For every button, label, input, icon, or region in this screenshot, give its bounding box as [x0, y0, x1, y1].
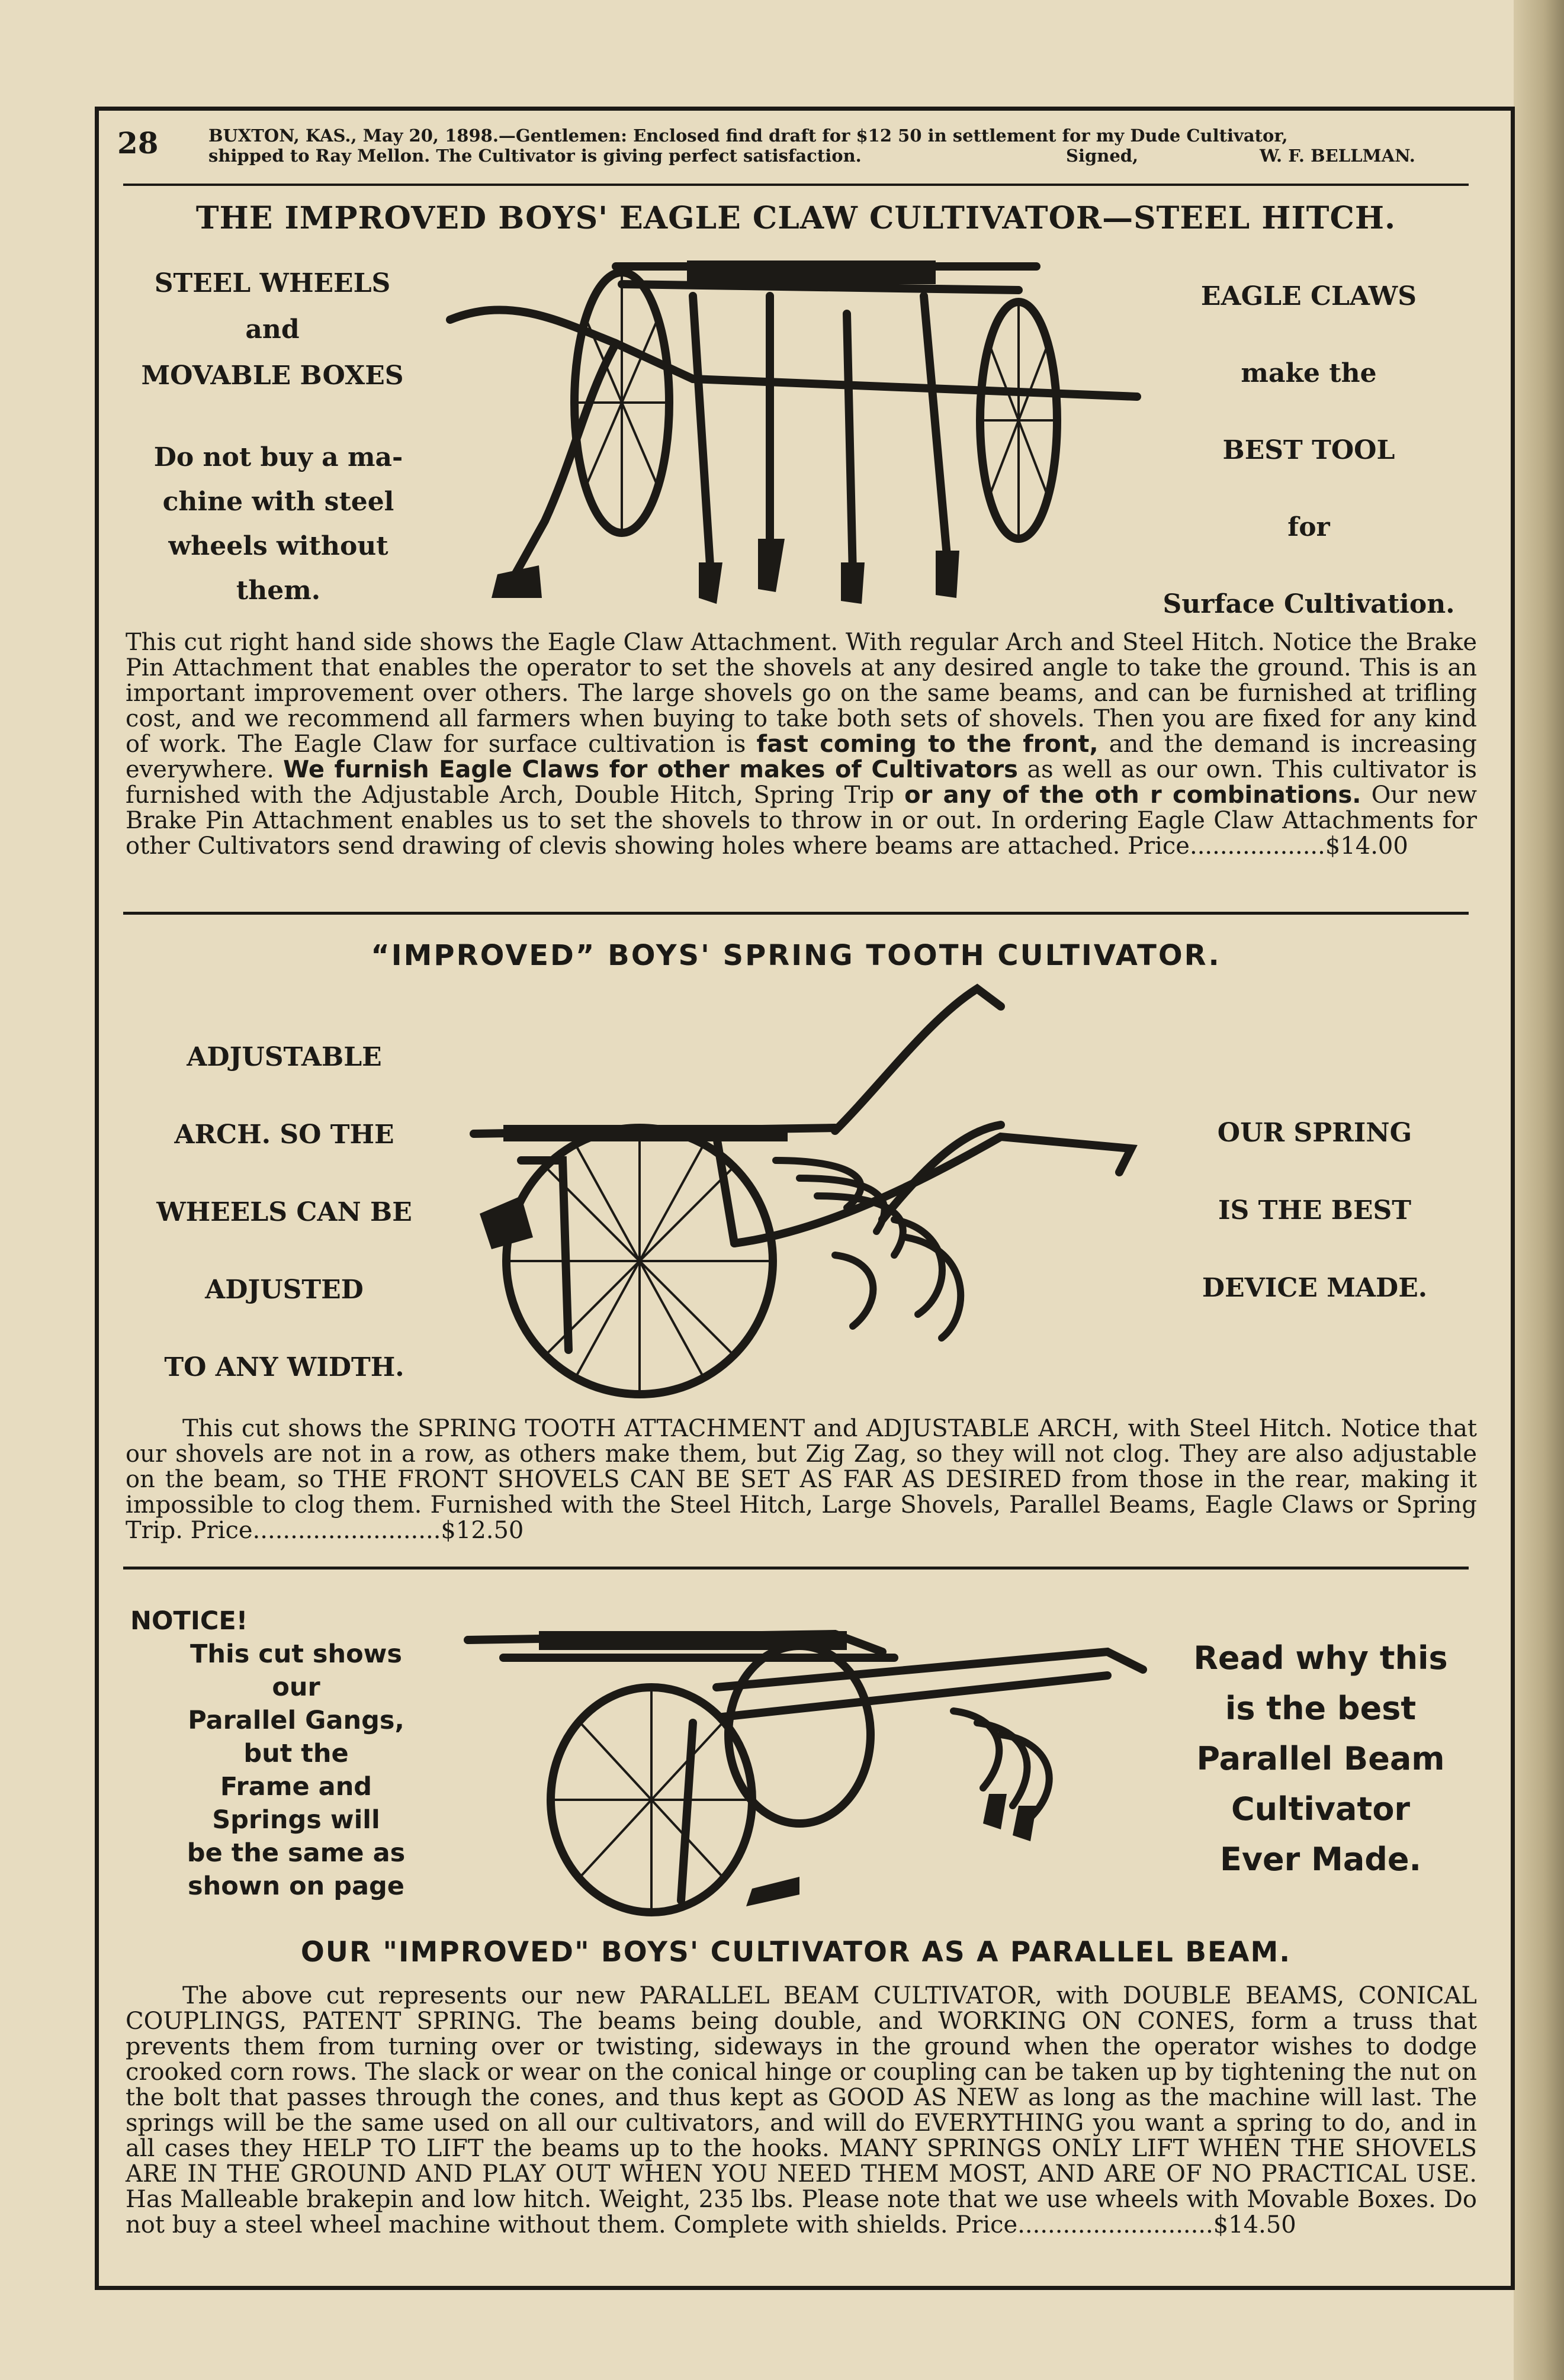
eagle-claw-cultivator-illustration	[438, 243, 1149, 610]
section-rule	[123, 912, 1469, 915]
right-note: for	[1287, 512, 1330, 542]
page-number: 28	[117, 126, 159, 160]
desc-text: This cut shows the SPRING TOOTH ATTACHMENT and ADJUSTABLE ARCH, with Steel Hitch. Notice that our shovels are not in a row, as others make them, but Zig Zag, so they will not clog. They are also adjustable on the beam, so THE FRONT SHOVELS CAN BE SET AS FAR AS DESIRED from those in the rear, making it impossible to clog them. Furnished with the Steel Hitch, Large Shovels, Parallel Beams, Eagle Claws or Spring Trip.	[126, 1415, 1477, 1544]
left-note: TO ANY WIDTH.	[164, 1352, 404, 1382]
left-note-and: and	[245, 314, 300, 345]
left-note: ADJUSTED	[205, 1275, 364, 1305]
spring-tooth-description	[126, 1416, 1477, 1543]
warning-line: them.	[236, 575, 321, 606]
parallel-beam-description	[126, 1983, 1477, 2238]
left-note: ARCH. SO THE	[174, 1120, 394, 1150]
desc-emphasis: fast coming to the front,	[756, 731, 1099, 758]
right-note: BEST TOOL	[1222, 435, 1395, 465]
eagle-claw-right-notes	[1143, 258, 1475, 643]
testimonial-line-1: BUXTON, KAS., May 20, 1898.—Gentlemen: Enclosed find draft for $12 50 in settlement for my Dude Cultivator,	[208, 126, 1288, 146]
desc-part: and the demand is increasing everywhere.	[126, 731, 1477, 783]
right-note: make the	[1241, 358, 1377, 388]
right-note: EAGLE CLAWS	[1200, 281, 1417, 311]
parallel-beam-title: OUR "IMPROVED" BOYS' CULTIVATOR AS A PARALLEL BEAM.	[300, 1936, 1292, 1969]
right-note: is the best	[1225, 1690, 1417, 1727]
page-edge-shadow	[1514, 0, 1564, 2380]
desc-part: as well as our own. This cultivator is furnished with the Adjustable Arch, Double Hitch, Spring Trip	[126, 756, 1478, 809]
spring-tooth-cultivator-illustration	[468, 983, 1155, 1409]
price-leader: ..................	[1189, 832, 1325, 860]
parallel-beam-price: $14.50	[1213, 2211, 1296, 2239]
notice-line: but the	[243, 1739, 349, 1768]
eagle-claw-left-notes	[118, 260, 426, 399]
notice-box	[130, 1604, 462, 1903]
parallel-beam-cultivator-illustration	[468, 1616, 1167, 1924]
price-label: Price	[1128, 832, 1190, 860]
desc-part: Our new Brake Pin Attachment enables us to set the shovels to throw in or out. In ordering Eagle Claw Attachments for other Cultivators send drawing of clevis showing holes where beams are attached.	[126, 781, 1478, 860]
notice-line: be the same as	[187, 1838, 406, 1868]
right-note: OUR SPRING	[1217, 1118, 1412, 1148]
notice-line: our	[272, 1673, 320, 1702]
spring-tooth-left-notes	[118, 1018, 450, 1406]
left-note: ADJUSTABLE	[187, 1042, 382, 1072]
eagle-claw-price: $14.00	[1325, 832, 1408, 860]
warning-line: chine with steel	[162, 487, 394, 517]
notice-title: NOTICE!	[130, 1606, 248, 1636]
left-note: WHEELS CAN BE	[156, 1197, 412, 1227]
right-note: Surface Cultivation.	[1162, 589, 1455, 619]
warning-line: Do not buy a ma-	[153, 442, 403, 472]
notice-line: Springs will	[212, 1805, 380, 1835]
parallel-beam-right-notes	[1155, 1633, 1486, 1884]
signed-name: W. F. BELLMAN.	[1260, 146, 1415, 166]
eagle-claw-title: THE IMPROVED BOYS' EAGLE CLAW CULTIVATOR—STEEL HITCH.	[195, 200, 1396, 236]
desc-emphasis: or any of the oth r combinations.	[904, 781, 1361, 809]
signed-label: Signed,	[1066, 146, 1139, 166]
spring-tooth-right-notes	[1161, 1094, 1469, 1327]
spring-tooth-title: “IMPROVED” BOYS' SPRING TOOTH CULTIVATOR.	[371, 939, 1221, 972]
desc-text: The above cut represents our new PARALLEL BEAM CULTIVATOR, with DOUBLE BEAMS, CONICAL COUPLINGS, PATENT SPRING. The beams being double, and WORKING ON CONES, form a truss that prevents them from turning over or twisting, sideways in the ground when the operator wishes to dodge crooked corn rows. The slack or wear on the conical hinge or coupling can be taken up by tightening the nut on the bolt that passes through the cones, and thus kept as GOOD AS NEW as long as the machine will last. The springs will be the same used on all our cultivators, and will do EVERYTHING you want a spring to do, and in all cases they HELP TO LIFT the beams up to the hooks. MANY SPRINGS ONLY LIFT WHEN THE SHOVELS ARE IN THE GROUND AND PLAY OUT WHEN YOU NEED THEM MOST, AND ARE OF NO PRACTICAL USE. Has Malleable brakepin and low hitch. Weight, 235 lbs. Please note that we use wheels with Movable Boxes. Do not buy a steel wheel machine without them. Complete with shields.	[126, 1982, 1477, 2239]
desc-emphasis: We furnish Eagle Claws for other makes of Cultivators	[283, 756, 1018, 783]
right-note: Parallel Beam	[1196, 1740, 1445, 1777]
notice-line: Frame and	[220, 1772, 372, 1802]
testimonial-text: shipped to Ray Mellon. The Cultivator is giving perfect satisfaction.	[208, 146, 862, 166]
left-note-steel-wheels: STEEL WHEELS	[154, 268, 391, 298]
testimonial-line-2	[208, 146, 1470, 166]
right-note: IS THE BEST	[1218, 1195, 1412, 1226]
price-leader: ..........................	[1017, 2211, 1213, 2239]
desc-part: This cut right hand side shows the Eagle Claw Attachment. With regular Arch and Steel Hitch. Notice the Brake Pin Attachment that enables the operator to set the shovels at any desired angle to take the ground. This is an important improvement over others. The large shovels go on the same beams, and can be furnished at trifling cost, and we recommend all farmers when buying to take both sets of shovels. Then you are fixed for any kind of work. The Eagle Claw for surface cultivation is	[126, 629, 1477, 758]
eagle-claw-left-warning	[118, 435, 438, 613]
section-rule	[123, 1567, 1469, 1569]
notice-line: This cut shows	[190, 1639, 402, 1669]
right-note: DEVICE MADE.	[1202, 1273, 1428, 1303]
right-note: Cultivator	[1231, 1790, 1411, 1828]
notice-line: shown on page	[188, 1871, 404, 1901]
right-note: Read why this	[1193, 1639, 1448, 1677]
notice-line: Parallel Gangs,	[188, 1706, 404, 1735]
right-note: Ever Made.	[1219, 1841, 1422, 1878]
eagle-claw-description	[126, 630, 1477, 859]
price-label: Price	[955, 2211, 1018, 2239]
spring-tooth-price: $12.50	[441, 1517, 524, 1544]
price-leader: .........................	[252, 1517, 441, 1544]
price-label: Price	[190, 1517, 253, 1544]
left-note-movable-boxes: MOVABLE BOXES	[141, 361, 404, 391]
header-rule	[123, 184, 1469, 186]
warning-line: wheels without	[168, 531, 388, 561]
